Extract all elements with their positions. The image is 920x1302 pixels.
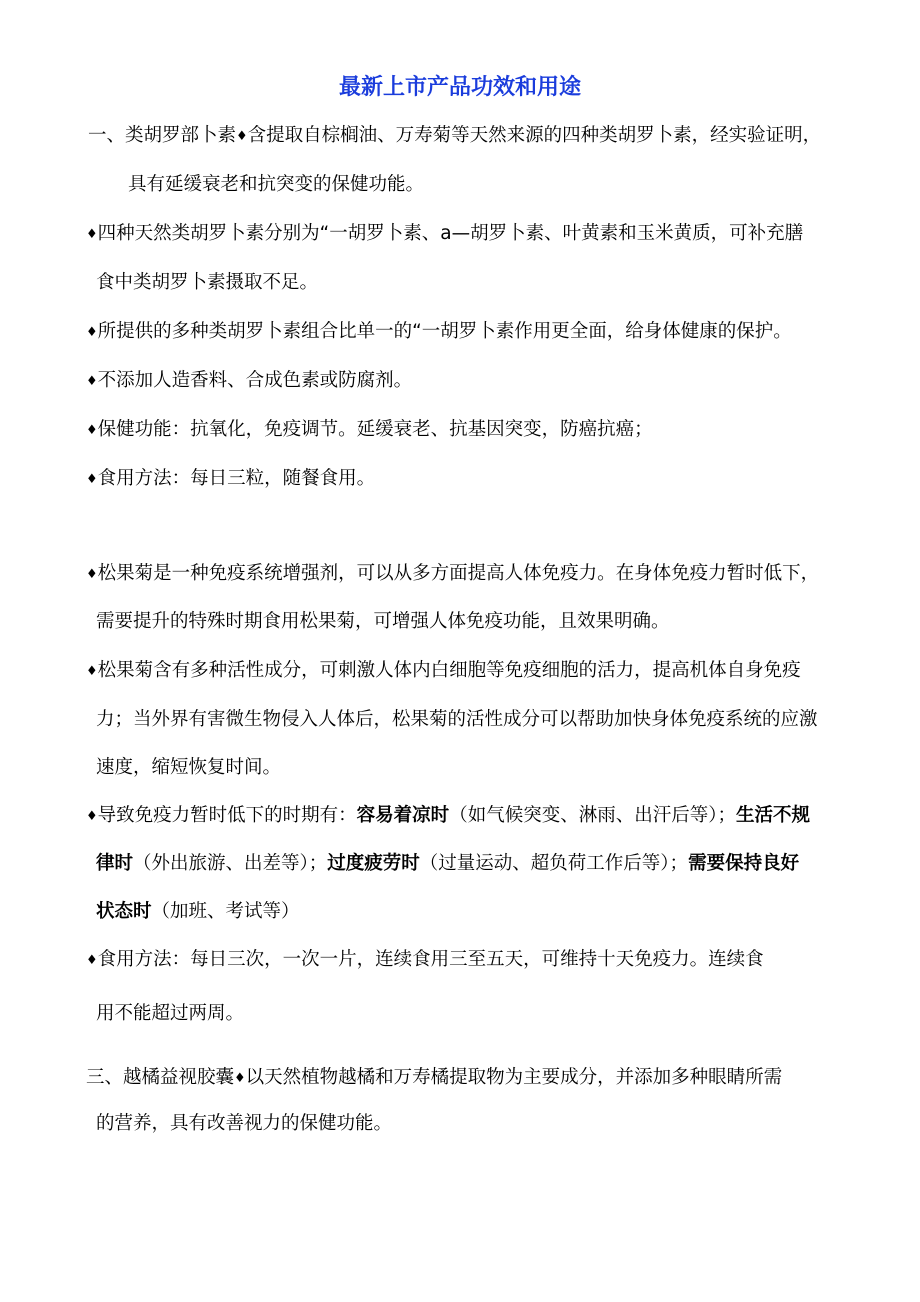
section2-bullet4-line2: 用不能超过两周。: [96, 1003, 245, 1024]
section3-heading: 三、越橘益视胶囊: [86, 1067, 235, 1088]
diamond-bullet-icon: ♦: [86, 227, 98, 242]
bullet-text: 食用方法：每日三次，一次一片，连续食用三至五天，可维持十天免疫力。连续食: [97, 949, 764, 970]
section3-text: 以天然植物越橘和万寿橘提取物为主要成分，并添加多种眼睛所需: [245, 1067, 783, 1088]
diamond-bullet-icon: ♦: [86, 809, 98, 824]
section1-bullet1-line2: 食中类胡罗卜素摄取不足。: [96, 272, 319, 293]
section2-bullet3-line3: [96, 898, 300, 926]
bullet-text: （外出旅游、出差等）；: [133, 853, 328, 874]
bullet-text: 松果菊是一种免疫系统增强剂，可以从多方面提高人体免疫力。在身体免疫力暂时低下，: [97, 563, 820, 584]
diamond-bullet-icon: ♦: [86, 953, 98, 968]
section1-bullet1-line1: [86, 220, 803, 249]
section1-bullet2: [86, 318, 792, 347]
section1-heading: 一、类胡罗部卜素: [88, 125, 237, 146]
section1-intro-line1: [88, 122, 821, 151]
diamond-bullet-icon: ♦: [234, 1071, 246, 1086]
section2-bullet3-line2: [96, 850, 799, 878]
diamond-bullet-icon: ♦: [236, 129, 248, 144]
bullet-text: 不添加人造香料、合成色素或防腐剂。: [97, 370, 413, 391]
section1-intro-line2: 具有延缓衰老和抗突变的保健功能。: [128, 174, 425, 195]
section2-bullet2-line2: 力；当外界有害微生物侵入人体后，松果菊的活性成分可以帮助加快身体免疫系统的应激: [96, 709, 818, 730]
bullet-text: 食用方法：每日三粒，随餐食用。: [97, 468, 376, 489]
section1-bullet4: [86, 416, 653, 445]
diamond-bullet-icon: ♦: [86, 423, 98, 438]
section2-bullet2-line1: [86, 657, 801, 686]
section3-line2: 的营养，具有改善视力的保健功能。: [96, 1113, 393, 1134]
section1-intro-text: 含提取自棕榈油、万寿菊等天然来源的四种类胡罗卜素，经实验证明，: [247, 125, 822, 146]
diamond-bullet-icon: ♦: [86, 374, 98, 389]
diamond-bullet-icon: ♦: [86, 664, 98, 679]
bullet-text: 保健功能：抗氧化，免疫调节。延缓衰老、抗基因突变，防癌抗癌；: [97, 419, 653, 440]
bullet-text: （过量运动、超负荷工作后等）；: [419, 853, 689, 874]
bold-phrase: 需要保持良好: [688, 853, 800, 874]
section2-bullet1-line2: 需要提升的特殊时期食用松果菊，可增强人体免疫功能，且效果明确。: [96, 611, 670, 632]
section1-bullet5: [86, 465, 375, 494]
bullet-text: （如气候突变、淋雨、出汗后等）；: [449, 805, 736, 826]
section2-bullet1-line1: [86, 560, 819, 589]
bold-phrase: 状态时: [96, 901, 152, 922]
bold-phrase: 容易着凉时: [356, 805, 450, 826]
bullet-text: 四种天然类胡罗卜素分别为“一胡罗卜素、a—胡罗卜素、叶黄素和玉米黄质，可补充膳: [97, 223, 804, 244]
section2-bullet3-line1: [86, 802, 810, 831]
bold-phrase: 过度疲劳时: [327, 853, 420, 874]
page-title: 最新上市产品功效和用途: [338, 75, 581, 100]
bullet-text: 所提供的多种类胡罗卜素组合比单一的“一胡罗卜素作用更全面，给身体健康的保护。: [97, 321, 792, 342]
section3-line1: [86, 1064, 782, 1093]
bold-phrase: 生活不规: [735, 805, 810, 826]
section2-bullet2-line3: 速度，缩短恢复时间。: [96, 757, 282, 778]
bullet-text: 导致免疫力暂时低下的时期有：: [97, 805, 357, 826]
diamond-bullet-icon: ♦: [86, 325, 98, 340]
bullet-text: （加班、考试等）: [151, 901, 300, 922]
bullet-text: 松果菊含有多种活性成分，可刺激人体内白细胞等免疫细胞的活力，提高机体自身免疫: [97, 660, 801, 681]
bold-phrase: 律时: [96, 853, 134, 874]
diamond-bullet-icon: ♦: [86, 567, 98, 582]
section1-bullet3: [86, 367, 412, 396]
section2-bullet4-line1: [86, 946, 764, 975]
diamond-bullet-icon: ♦: [86, 472, 98, 487]
